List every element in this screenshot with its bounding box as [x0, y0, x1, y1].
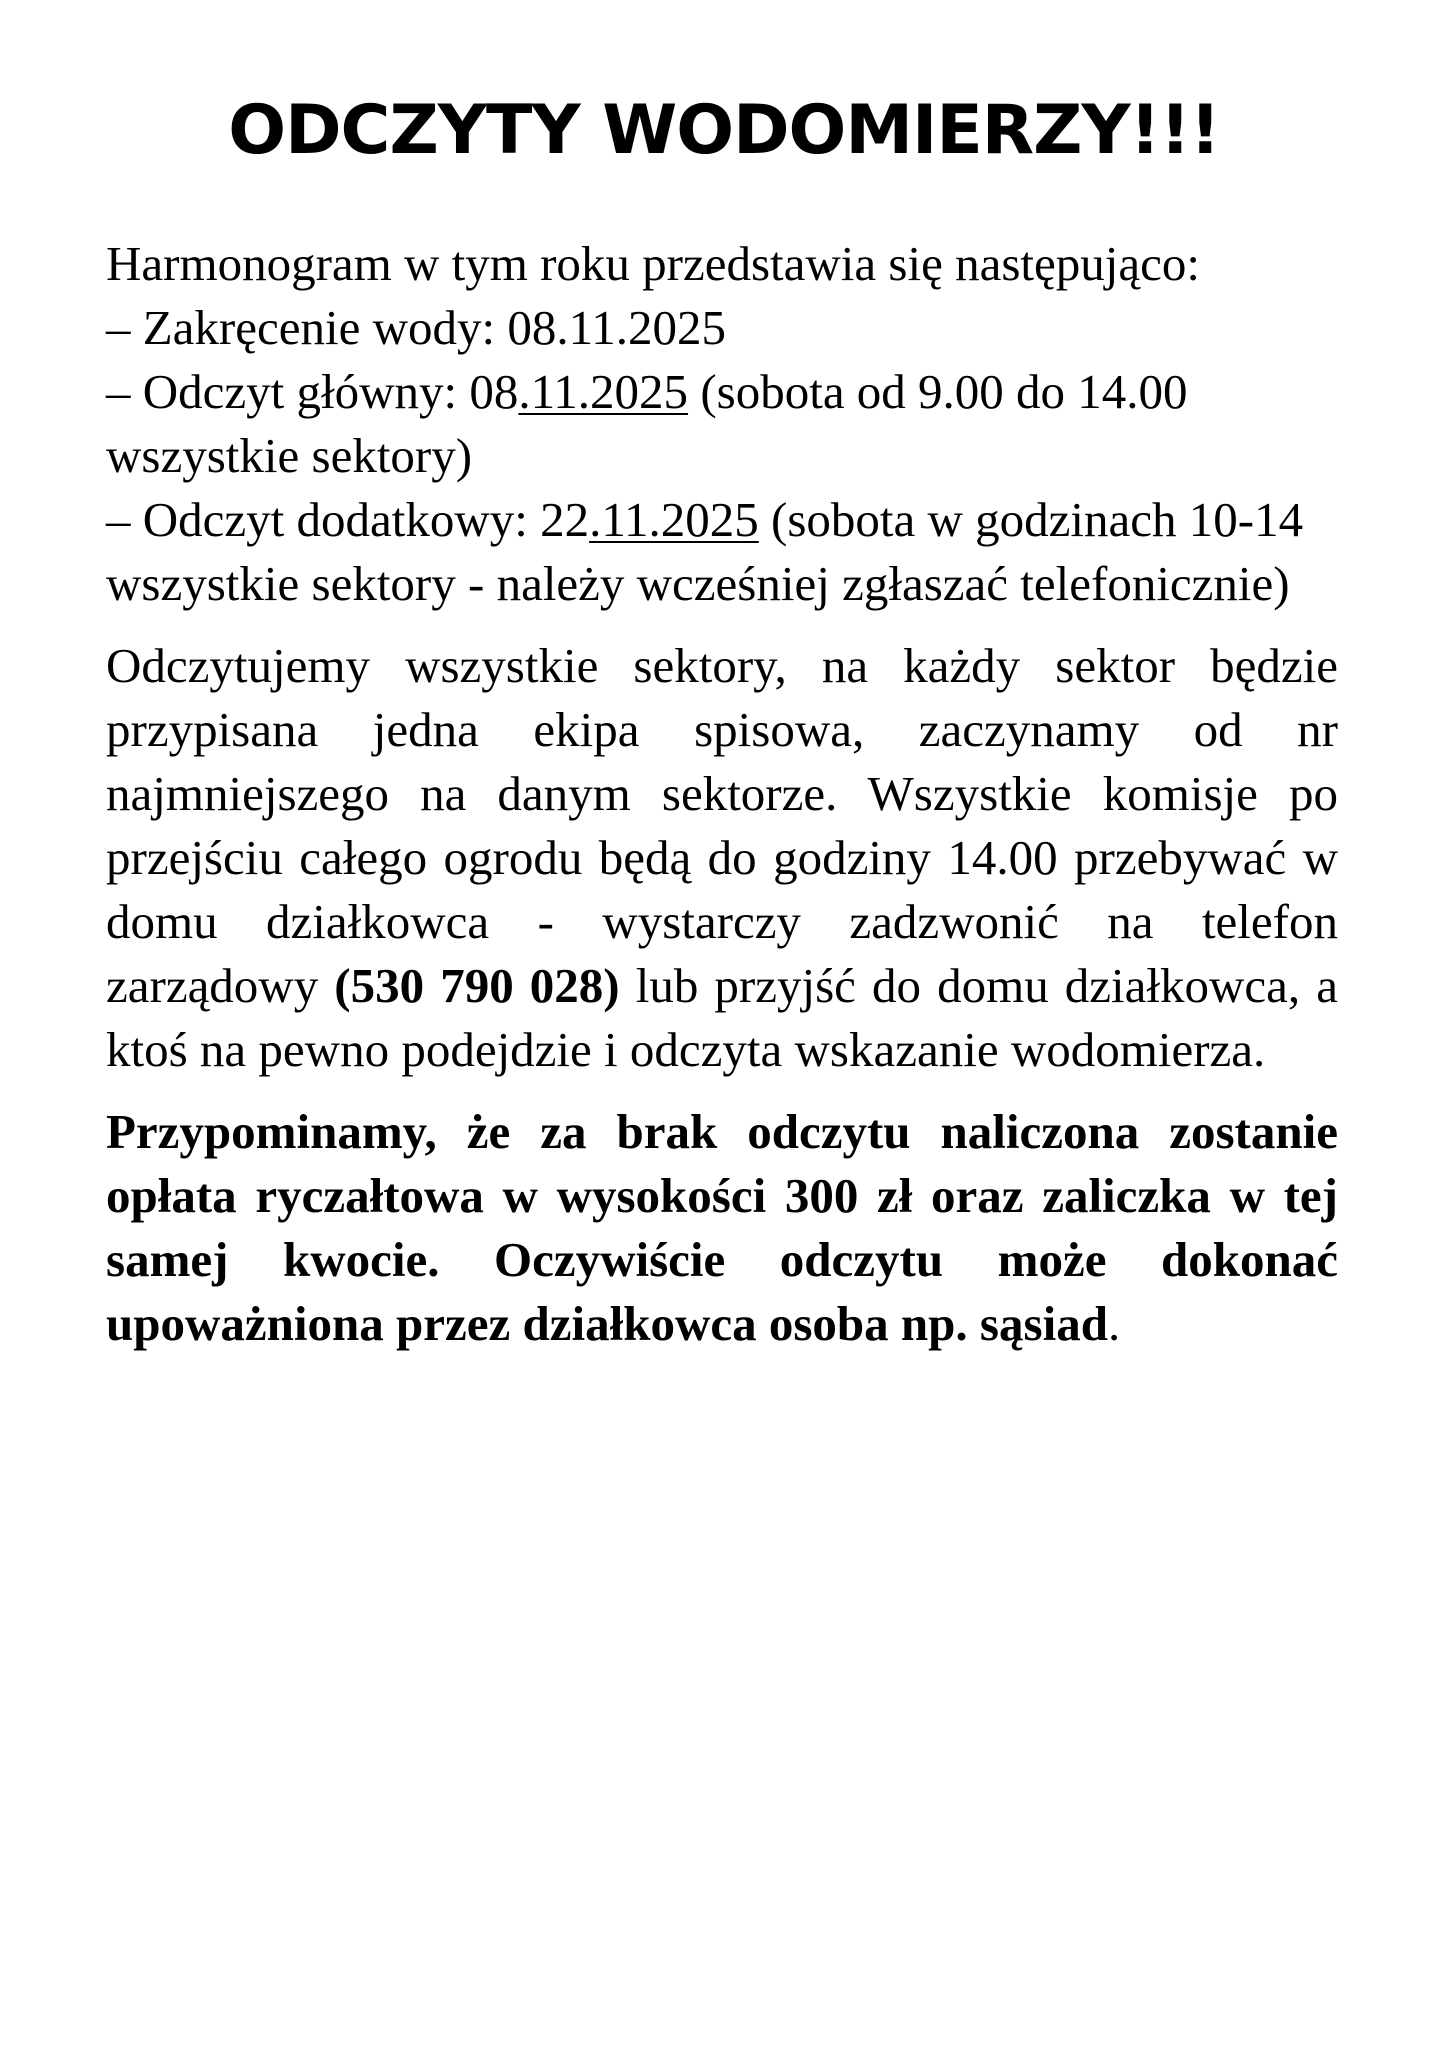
reminder-end: .: [1107, 1296, 1121, 1351]
info-text: Odczytujemy wszystkie sektory, na każdy sektor będzie przypisana jedna ekipa spisowa, zaczynamy od nr najmniejszego na danym sektorze. Wszystkie komisje po przejściu całego ogrodu będą do godziny 14.00 przebywać w domu działkowca - wystarczy zadzwonić na telefon zarządowy: [106, 638, 1338, 1013]
schedule-section: [106, 232, 1338, 616]
main-reading-date: .11.2025: [518, 364, 689, 419]
reminder-paragraph: [106, 1100, 1338, 1356]
extra-reading-prefix: – Odczyt dodatkowy: 22: [106, 492, 590, 547]
main-reading-prefix: – Odczyt główny: 08: [106, 364, 519, 419]
extra-reading-date: .11.2025: [589, 492, 759, 547]
schedule-extra-reading: [106, 488, 1338, 616]
notice-content: [106, 232, 1338, 1356]
info-paragraph: [106, 634, 1338, 1082]
reminder-text: Przypominamy, że za brak odczytu naliczona zostanie opłata ryczałtowa w wysokości 300 zł oraz zaliczka w tej samej kwocie. Oczywiście odczytu może dokonać upoważniona przez działkowca osoba np. sąsiad: [106, 1104, 1338, 1351]
schedule-intro: Harmonogram w tym roku przedstawia się następująco:: [106, 236, 1201, 291]
phone-number: (530 790 028): [334, 958, 620, 1013]
main-reading-details: (sobota od 9.00 do 14.00 wszystkie sektory): [106, 364, 1188, 483]
schedule-main-reading: [106, 360, 1338, 488]
extra-reading-details: (sobota w godzinach 10-14 wszystkie sektory - należy wcześniej zgłaszać telefonicznie): [106, 492, 1304, 611]
info-text-end: lub przyjść do domu działkowca, a ktoś na pewno podejdzie i odczyta wskazanie wodomierza.: [106, 958, 1338, 1077]
notice-title: ODCZYTY WODOMIERZY!!!: [228, 91, 1220, 170]
schedule-water-off: – Zakręcenie wody: 08.11.2025: [106, 300, 727, 355]
